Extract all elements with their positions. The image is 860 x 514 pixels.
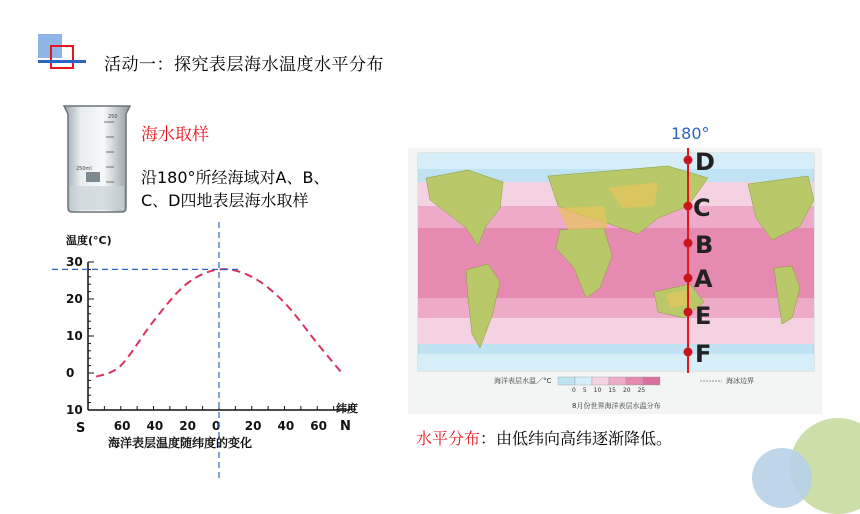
beaker-volume-label: 250ml	[76, 166, 92, 172]
map-legend-title: 海洋表层水温／°C	[494, 377, 552, 385]
world-sst-map	[408, 148, 822, 414]
y-tick-label: 10	[66, 329, 83, 343]
y-tick-label: 0	[66, 366, 75, 380]
legend-swatch	[626, 377, 643, 385]
conclusion	[416, 426, 672, 449]
x-tick-label: 20	[179, 419, 196, 433]
y-tick-label: 10	[66, 403, 83, 417]
conclusion-label: 水平分布	[416, 429, 481, 448]
legend-swatch	[643, 377, 660, 385]
sample-heading: 海水取样	[141, 125, 209, 145]
y-axis-label: 温度(°C)	[66, 234, 112, 247]
conclusion-text: ：由低纬向高纬逐渐降低。	[480, 429, 673, 448]
sample-point-b: B	[695, 231, 714, 259]
sample-point-e: E	[695, 302, 712, 330]
meridian-label: 180°	[671, 124, 710, 143]
x-tick-label: 60	[113, 419, 131, 433]
x-axis-north: N	[340, 419, 351, 434]
sample-point-marker	[684, 348, 693, 357]
y-tick-label: 20	[66, 292, 83, 306]
sample-description-line1: 沿180°所经海域对A、B、	[141, 168, 330, 187]
legend-tick: 20	[622, 387, 631, 394]
sample-point-a: A	[694, 265, 713, 293]
sample-point-marker	[684, 239, 693, 248]
legend-tick: 5	[582, 387, 587, 394]
header-decoration	[38, 34, 78, 70]
sample-point-marker	[684, 156, 693, 165]
x-axis-south: S	[76, 421, 86, 436]
x-tick-label: 40	[277, 419, 295, 433]
map-caption: 8月份世界海洋表层水温分布	[572, 402, 661, 410]
sample-description-line2: C、D四地表层海水取样	[141, 191, 309, 210]
temperature-latitude-chart	[40, 222, 370, 484]
chart-title: 海洋表层温度随纬度的变化	[108, 436, 253, 450]
sample-point-c: C	[693, 194, 711, 222]
x-axis-label: 纬度	[336, 402, 358, 415]
page-title: 活动一：探究表层海水温度水平分布	[104, 55, 384, 75]
x-tick-label: 0	[212, 419, 221, 433]
y-tick-label: 30	[66, 255, 83, 269]
x-tick-label: 60	[310, 419, 327, 433]
legend-tick: 25	[637, 387, 646, 394]
legend-tick: 0	[572, 387, 576, 394]
map-legend-ice: 海冰边界	[726, 377, 754, 385]
legend-swatch	[558, 377, 575, 385]
legend-swatch	[575, 377, 592, 385]
legend-tick: 10	[593, 387, 602, 394]
beaker-illustration	[60, 102, 134, 214]
x-tick-label: 40	[146, 419, 164, 433]
sample-point-marker	[684, 274, 693, 283]
legend-tick: 15	[608, 387, 616, 394]
x-tick-label: 20	[244, 419, 262, 433]
sample-point-marker	[684, 308, 693, 317]
sample-point-d: D	[695, 148, 715, 176]
map-legend-ticks	[572, 387, 645, 394]
beaker-top-mark: 250	[108, 114, 118, 120]
sample-point-f: F	[695, 340, 712, 368]
legend-swatch	[609, 377, 626, 385]
sample-point-marker	[684, 202, 693, 211]
legend-swatch	[592, 377, 609, 385]
decor-circle-blue	[752, 448, 812, 508]
